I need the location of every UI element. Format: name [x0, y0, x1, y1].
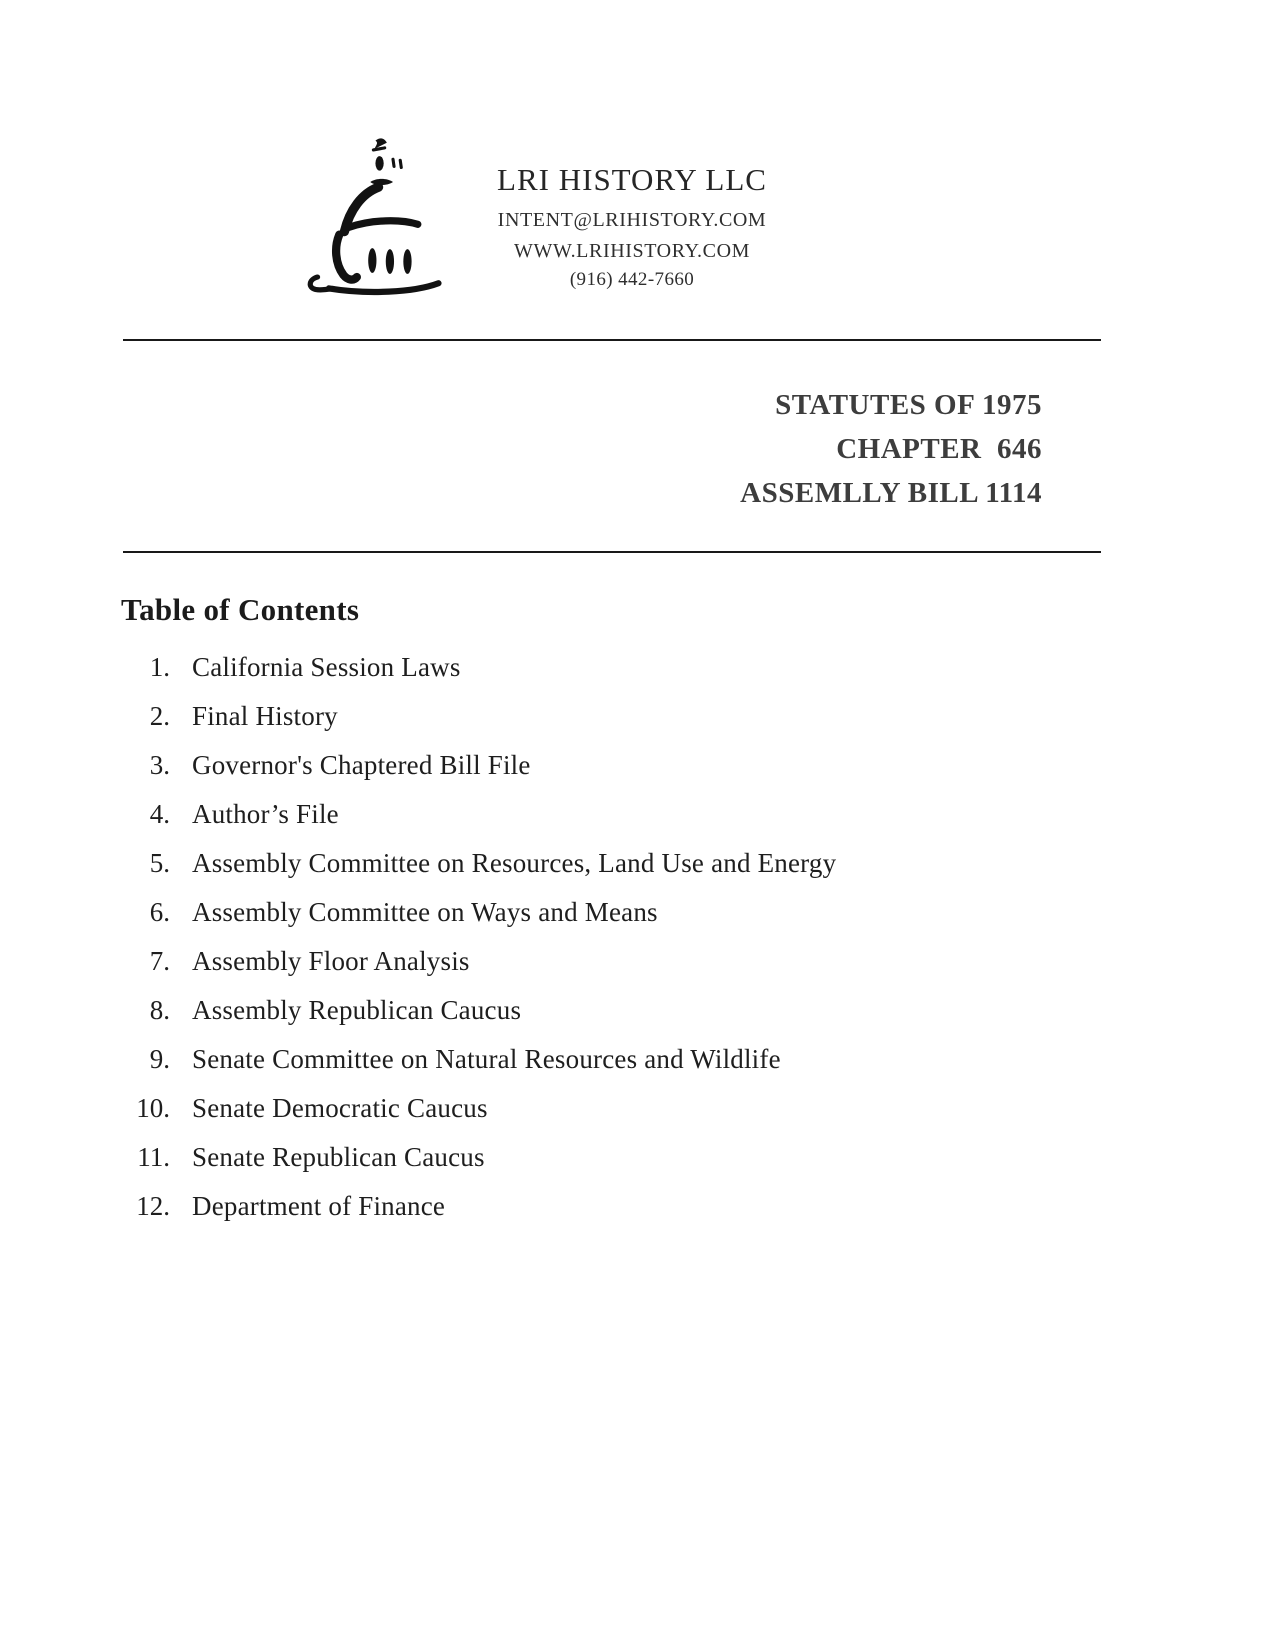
company-name: LRI HISTORY LLC: [497, 162, 767, 197]
divider-bottom: [123, 551, 1101, 553]
toc-item: [120, 1044, 1070, 1093]
statutes-line: STATUTES OF 1975: [775, 389, 1042, 421]
bill-line: ASSEMLLY BILL 1114: [740, 477, 1042, 509]
toc-item: [120, 995, 1070, 1044]
toc-item-label: Department of Finance: [192, 1191, 446, 1221]
toc-item-number: 5.: [149, 848, 170, 878]
toc-item-label: Author’s File: [192, 799, 339, 829]
toc-item-number: 3.: [149, 750, 170, 780]
toc-item: [120, 1142, 1070, 1191]
toc-heading: Table of Contents: [121, 592, 360, 627]
toc-item: [120, 897, 1070, 946]
toc-item-number: 11.: [137, 1142, 170, 1172]
company-email: INTENT@LRIHISTORY.COM: [497, 209, 767, 231]
toc-item: [120, 750, 1070, 799]
toc-item-number: 4.: [149, 799, 170, 829]
toc-item-label: Senate Democratic Caucus: [192, 1093, 488, 1123]
toc-item-label: Final History: [192, 701, 338, 731]
toc-item-number: 9.: [149, 1044, 170, 1074]
toc-item-number: 6.: [149, 897, 170, 927]
toc-item-label: Senate Committee on Natural Resources and Wildlife: [192, 1044, 781, 1074]
toc-item-number: 1.: [149, 652, 170, 682]
toc-item-label: Senate Republican Caucus: [192, 1142, 485, 1172]
chapter-line: CHAPTER 646: [836, 433, 1042, 465]
toc-item-number: 10.: [136, 1093, 170, 1123]
company-phone: (916) 442-7660: [569, 269, 695, 290]
toc-item: [120, 946, 1070, 995]
toc-item-label: Governor's Chaptered Bill File: [192, 750, 531, 780]
toc-item-label: California Session Laws: [192, 652, 461, 682]
toc-item-number: 8.: [149, 995, 170, 1025]
toc-item: [120, 701, 1070, 750]
divider-top: [123, 339, 1101, 341]
toc-item-number: 2.: [149, 701, 170, 731]
toc-item-label: Assembly Committee on Ways and Means: [192, 897, 658, 927]
toc-item-label: Assembly Floor Analysis: [192, 946, 470, 976]
toc-item-number: 12.: [136, 1191, 170, 1221]
toc-item: [120, 652, 1070, 701]
toc-item: [120, 848, 1070, 897]
toc-item-label: Assembly Republican Caucus: [192, 995, 522, 1025]
toc-item: [120, 1093, 1070, 1142]
toc-list: [120, 652, 1070, 1240]
toc-item: [120, 1191, 1070, 1240]
toc-item: [120, 799, 1070, 848]
toc-item-number: 7.: [149, 946, 170, 976]
document-title-block: [740, 383, 1042, 515]
capitol-dome-icon: [300, 130, 455, 298]
company-website: WWW.LRIHISTORY.COM: [513, 240, 751, 262]
toc-item-label: Assembly Committee on Resources, Land Use and Energy: [192, 848, 837, 878]
